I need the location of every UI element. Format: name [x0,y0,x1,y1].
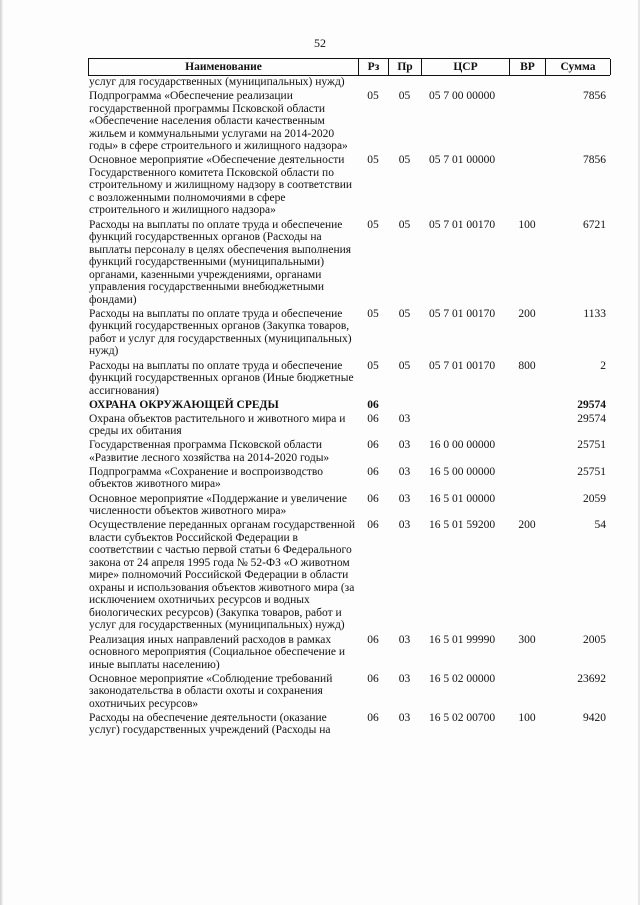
row-csr: 05 7 01 00000 [429,154,496,167]
row-pr: 05 [398,154,411,167]
table-row [88,399,610,412]
row-name: Реализация иных направлений расходов в рамках основного мероприятия (Социальное обеспечение и иные выплаты населению) [89,633,346,671]
row-csr: 16 0 00 00000 [429,439,496,452]
row-vr [509,439,545,464]
row-vr [509,90,545,153]
row-sum: 25751 [577,439,606,452]
row-name: ОХРАНА ОКРУЖАЮЩЕЙ СРЕДЫ [89,398,279,411]
row-vr [509,493,545,518]
table-row [88,493,610,518]
row-csr: 16 5 02 00000 [429,672,496,685]
row-rz: 06 [367,672,379,685]
header-pr: Пр [389,59,422,75]
row-sum: 1133 [583,307,606,320]
row-vr [509,76,545,89]
row-vr: 100 [518,218,536,231]
row-name: Расходы на выплаты по оплате труда и обеспечение функций государственных органов (Закупка товаров, работ и услуг для государственных (муниципальных) нужд) [89,307,352,358]
row-name: Основное мероприятие «Соблюдение требований законодательства в области охоты и сохранения охотничьих ресурсов» [89,672,333,710]
row-sum: 7856 [583,90,606,103]
row-pr: 03 [398,711,411,724]
table-row [88,154,610,217]
row-name: Основное мероприятие «Обеспечение деятельности Государственного комитета Псковской области по строительному и жилищному надзору в соответствии с возложенными полномочиями в сфере строительного и жилищного надзора» [89,154,353,217]
table-row [88,413,610,438]
table-row [88,439,610,464]
row-sum: 25751 [577,465,606,478]
row-csr: 16 5 01 00000 [429,492,496,505]
row-pr [388,399,421,412]
scan-edge-left [0,0,3,905]
row-name: Подпрограмма «Обеспечение реализации государственной программы Псковской области «Обеспечение населения области качественным жильем и коммунальными услугами на 2014-2020 годы» в сфере строительного и жилищного надзора» [89,90,348,153]
row-rz: 05 [367,218,379,231]
row-sum [545,76,610,89]
row-vr: 200 [518,519,536,532]
row-csr [421,413,509,438]
row-name: Расходы на обеспечение деятельности (оказание услуг) государственных учреждений (Расходы на [89,711,331,737]
page-number: 52 [314,36,326,50]
row-sum: 2059 [583,492,606,505]
row-rz: 06 [367,633,379,646]
row-name: Расходы на выплаты по оплате труда и обеспечение функций государственных органов (Расходы на выплаты персоналу в целях обеспечения выполнения функций государственными (муниципальными) органами, казенными учреждениями, органами управления государственными внебюджетными фондами) [89,218,352,306]
row-csr: 05 7 01 00170 [429,307,496,320]
row-sum: 2 [600,359,606,372]
header-vr: ВР [510,59,546,75]
table-row [88,76,610,89]
header-sum: Сумма [546,59,611,75]
header-rz: Рз [359,59,389,75]
row-sum: 6721 [583,218,606,231]
row-vr: 200 [518,307,536,320]
row-rz: 06 [367,465,379,478]
row-csr: 16 5 02 00700 [429,711,496,724]
row-csr [421,399,509,412]
row-pr: 05 [398,90,411,103]
table-body [88,76,610,737]
row-csr: 16 5 00 00000 [429,465,496,478]
table-row [88,634,610,672]
row-name: Расходы на выплаты по оплате труда и обеспечение функций государственных органов (Иные бюджетные ассигнования) [89,359,354,397]
row-pr: 03 [398,519,411,532]
table-row [88,712,610,737]
row-rz: 05 [367,359,379,372]
row-name: Осуществление переданных органам государственной власти субъектов Российской Федерации в соответствии с частью первой статьи 6 Федерального закона от 24 апреля 1995 года № 52-ФЗ «О животном мире» полномочий Российской Федерации в области охраны и использования объектов животного мира (за исключением охотничьих ресурсов и водных биологических ресурсов) (Закупка товаров, работ и услуг для государственных (муниципальных) нужд) [89,519,356,632]
budget-table [88,58,610,738]
table-row [88,360,610,398]
row-name: Основное мероприятие «Поддержание и увеличение численности объектов животного мира» [89,492,347,518]
row-pr: 03 [398,465,411,478]
row-rz: 06 [367,398,379,411]
row-rz: 06 [367,711,379,724]
row-vr: 100 [518,711,536,724]
header-name: Наименование [89,59,359,75]
row-rz: 06 [367,519,379,532]
row-rz: 06 [367,412,379,425]
row-csr: 16 5 01 59200 [429,519,496,532]
row-csr: 05 7 01 00170 [429,359,496,372]
row-vr: 300 [518,633,536,646]
row-rz: 06 [367,439,379,452]
row-pr: 03 [398,492,411,505]
row-rz: 05 [367,90,379,103]
row-pr [388,76,421,89]
row-vr [509,673,545,711]
row-csr: 05 7 01 00170 [429,218,496,231]
row-csr: 05 7 00 00000 [429,90,496,103]
header-csr: ЦСР [422,59,510,75]
row-vr [509,399,545,412]
row-sum: 9420 [583,711,606,724]
row-pr: 05 [398,307,411,320]
table-row [88,219,610,307]
row-sum: 29574 [577,398,606,411]
row-vr: 800 [518,359,536,372]
table-row [88,519,610,632]
table-row [88,308,610,358]
row-name: Охрана объектов растительного и животного мира и среды их обитания [89,412,346,438]
row-sum: 23692 [577,672,606,685]
row-vr [509,466,545,491]
row-pr: 03 [398,633,411,646]
table-row [88,90,610,153]
table-row [88,673,610,711]
row-csr [421,76,509,89]
row-csr: 16 5 01 99990 [429,633,496,646]
row-rz: 05 [367,154,379,167]
row-rz: 05 [367,307,379,320]
row-pr: 03 [398,439,411,452]
table-header [88,58,610,76]
row-pr: 05 [398,218,411,231]
row-vr [509,154,545,217]
row-name: Подпрограмма «Сохранение и воспроизводство объектов животного мира» [89,465,324,491]
row-sum: 2005 [583,633,606,646]
row-pr: 03 [398,412,411,425]
table-row [88,466,610,491]
row-pr: 03 [398,672,411,685]
row-name: Государственная программа Псковской области «Развитие лесного хозяйства на 2014-2020 годы» [89,439,330,464]
row-rz: 06 [367,492,379,505]
row-pr: 05 [398,359,411,372]
row-name: услуг для государственных (муниципальных) нужд) [89,76,345,88]
row-vr [509,413,545,438]
row-sum: 7856 [583,154,606,167]
row-sum: 54 [594,519,606,532]
row-sum: 29574 [577,412,606,425]
row-rz [358,76,388,89]
